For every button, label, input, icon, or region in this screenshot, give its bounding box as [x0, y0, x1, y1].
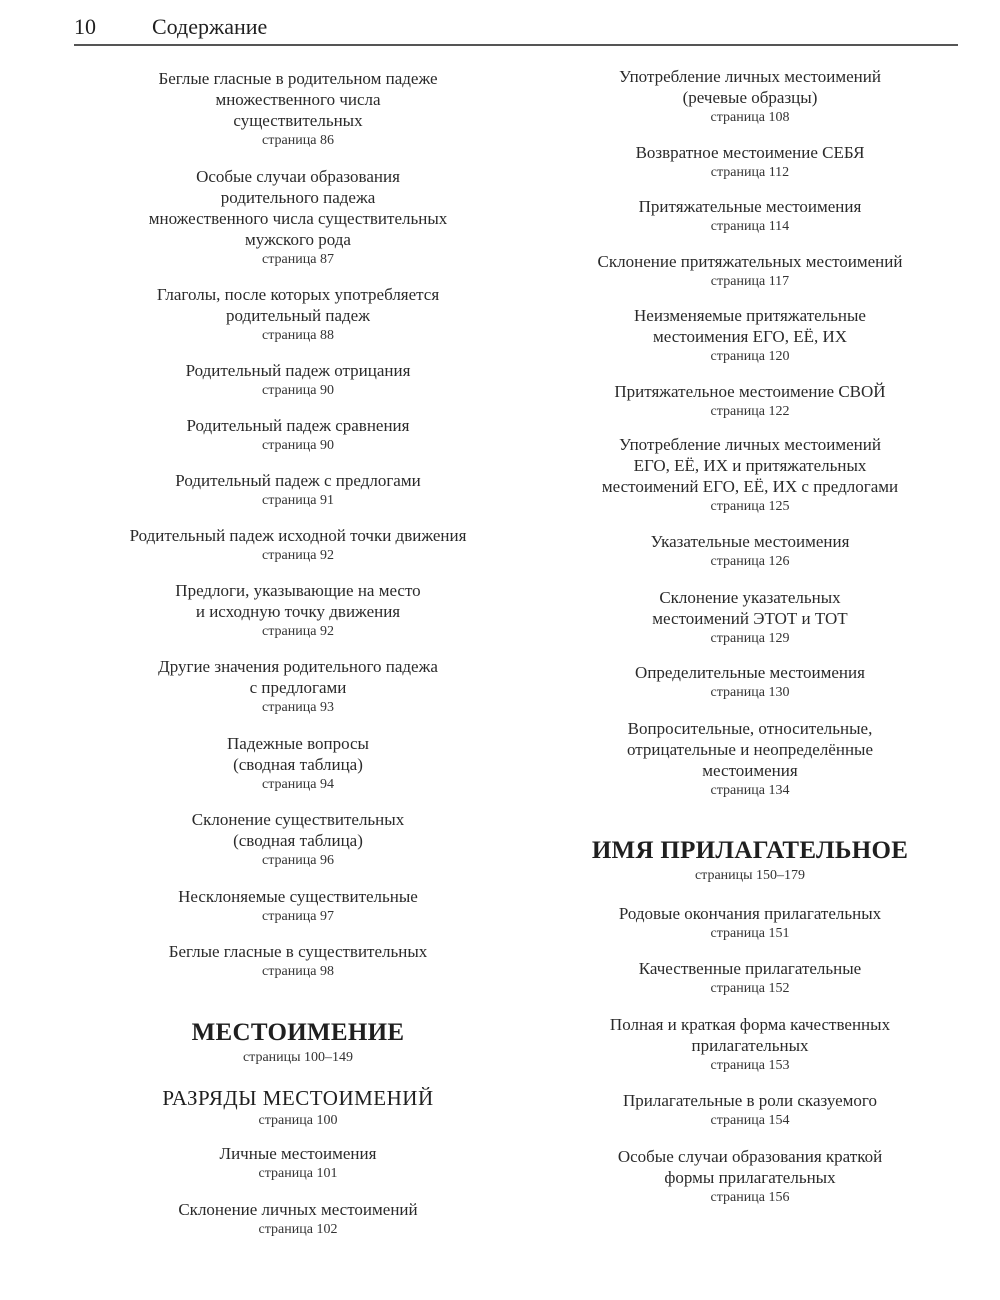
toc-entry [530, 305, 970, 366]
toc-entry-title: Определительные местоимения [635, 663, 865, 682]
toc-entry-page: страница 130 [710, 685, 790, 700]
toc-entry [530, 1146, 970, 1207]
running-title: Содержание [152, 14, 268, 39]
toc-entry-page: страница 117 [710, 274, 790, 289]
toc-entry-title: Беглые гласные в родительном падеже множественного числа существительных [158, 69, 438, 130]
toc-entry [78, 525, 518, 565]
toc-entry [530, 251, 970, 291]
toc-entry-page: страница 94 [262, 777, 334, 792]
toc-entry-title: Возвратное местоимение СЕБЯ [635, 143, 865, 162]
toc-entry-page: страница 90 [262, 438, 334, 453]
toc-entry [530, 66, 970, 127]
toc-entry-title: Притяжательные местоимения [638, 197, 862, 216]
page-number: 10 [74, 14, 96, 39]
toc-entry-page: страница 153 [710, 1058, 790, 1073]
toc-entry [530, 434, 970, 516]
toc-entry-title: Притяжательное местоимение СВОЙ [614, 382, 886, 401]
toc-entry [530, 1014, 970, 1075]
toc-entry [78, 656, 518, 717]
toc-entry-page: страница 97 [262, 909, 334, 924]
subsection-heading-block [78, 1085, 518, 1130]
toc-entry-page: страница 98 [262, 964, 334, 979]
toc-entry-page: страницы 100–149 [242, 1050, 354, 1065]
toc-entry-page: страница 151 [710, 926, 790, 941]
toc-entry-page: страница 156 [710, 1190, 790, 1205]
toc-entry-title: Родительный падеж отрицания [185, 361, 411, 380]
toc-entry-title: Употребление личных местоимений ЕГО, ЕЁ, ИХ и притяжательных местоимений ЕГО, ЕЁ, ИХ с предлогами [601, 435, 899, 496]
toc-entry-page: страница 134 [710, 783, 790, 798]
toc-entry-page: страница 129 [710, 631, 790, 646]
toc-entry-title: Склонение личных местоимений [178, 1200, 418, 1219]
toc-entry-title: Склонение существительных (сводная таблица) [191, 810, 405, 850]
section-title: РАЗРЯДЫ МЕСТОИМЕНИЙ [162, 1086, 434, 1110]
toc-entry-page: страница 93 [262, 700, 334, 715]
toc-entry [78, 1143, 518, 1183]
toc-entry [78, 580, 518, 641]
section-heading-block [78, 1018, 518, 1067]
toc-entry-title: Употребление личных местоимений (речевые образцы) [619, 67, 881, 107]
toc-entry-page: страница 88 [262, 328, 334, 343]
toc-entry-title: Склонение притяжательных местоимений [597, 252, 903, 271]
toc-entry-title: Предлоги, указывающие на место и исходную точку движения [175, 581, 421, 621]
toc-entry [78, 284, 518, 345]
toc-entry-title: Качественные прилагательные [638, 959, 862, 978]
page-header [74, 12, 958, 46]
toc-entry [530, 958, 970, 998]
toc-entry-page: страница 154 [710, 1113, 790, 1128]
section-title: ИМЯ ПРИЛАГАТЕЛЬНОЕ [591, 837, 909, 864]
toc-entry-title: Падежные вопросы (сводная таблица) [227, 734, 369, 774]
toc-entry-page: страница 108 [710, 110, 790, 125]
toc-entry-title: Прилагательные в роли сказуемого [623, 1091, 877, 1110]
toc-entry-page: страница 100 [258, 1113, 338, 1128]
toc-entry-page: страница 126 [710, 554, 790, 569]
toc-entry [78, 166, 518, 269]
toc-entry [78, 886, 518, 926]
toc-entry-title: Беглые гласные в существительных [168, 942, 428, 961]
toc-entry-page: страница 91 [262, 493, 334, 508]
toc-entry [530, 662, 970, 702]
toc-entry-page: страницы 150–179 [694, 868, 806, 883]
toc-entry-page: страница 102 [258, 1222, 338, 1237]
toc-entry-title: Другие значения родительного падежа с предлогами [158, 657, 438, 697]
toc-entry [78, 1199, 518, 1239]
toc-entry-title: Особые случаи образования родительного падежа множественного числа существительных мужского рода [148, 167, 448, 249]
section-heading-block [530, 836, 970, 885]
toc-entry [530, 903, 970, 943]
toc-entry-title: Указательные местоимения [650, 532, 850, 551]
toc-entry-page: страница 86 [262, 133, 334, 148]
toc-entry [78, 941, 518, 981]
toc-entry-title: Полная и краткая форма качественных прилагательных [609, 1015, 891, 1055]
toc-entry-page: страница 96 [262, 853, 334, 868]
toc-entry-page: страница 90 [262, 383, 334, 398]
toc-entry [78, 68, 518, 150]
toc-entry-title: Неизменяемые притяжательные местоимения ЕГО, ЕЁ, ИХ [634, 306, 866, 346]
toc-entry [78, 360, 518, 400]
toc-entry [78, 470, 518, 510]
toc-entry-title: Вопросительные, относительные, отрицательные и неопределённые местоимения [626, 719, 874, 780]
toc-entry-page: страница 101 [258, 1166, 338, 1181]
section-title: МЕСТОИМЕНИЕ [191, 1019, 405, 1046]
toc-entry-title: Склонение указательных местоимений ЭТОТ и ТОТ [652, 588, 848, 628]
toc-entry-page: страница 120 [710, 349, 790, 364]
toc-entry-title: Особые случаи образования краткой формы прилагательных [617, 1147, 883, 1187]
toc-entry-title: Личные местоимения [219, 1144, 377, 1163]
toc-entry-page: страница 152 [710, 981, 790, 996]
toc-entry [530, 531, 970, 571]
toc-entry-title: Родительный падеж сравнения [186, 416, 410, 435]
toc-entry-title: Глаголы, после которых употребляется родительный падеж [156, 285, 440, 325]
toc-entry-page: страница 112 [710, 165, 790, 180]
toc-entry-page: страница 125 [710, 499, 790, 514]
toc-entry [530, 196, 970, 236]
toc-entry [530, 381, 970, 421]
toc-entry-title: Родительный падеж с предлогами [175, 471, 421, 490]
toc-entry-title: Несклоняемые существительные [178, 887, 418, 906]
toc-entry [78, 809, 518, 870]
toc-entry [530, 587, 970, 648]
toc-entry [78, 733, 518, 794]
toc-entry-title: Родовые окончания прилагательных [618, 904, 882, 923]
toc-entry-title: Родительный падеж исходной точки движения [129, 526, 467, 545]
toc-entry [530, 142, 970, 182]
toc-entry-page: страница 87 [262, 252, 334, 267]
toc-entry [530, 1090, 970, 1130]
toc-entry-page: страница 92 [262, 548, 334, 563]
toc-entry-page: страница 122 [710, 404, 790, 419]
toc-entry-page: страница 92 [262, 624, 334, 639]
toc-entry [78, 415, 518, 455]
toc-entry-page: страница 114 [710, 219, 790, 234]
toc-entry [530, 718, 970, 800]
